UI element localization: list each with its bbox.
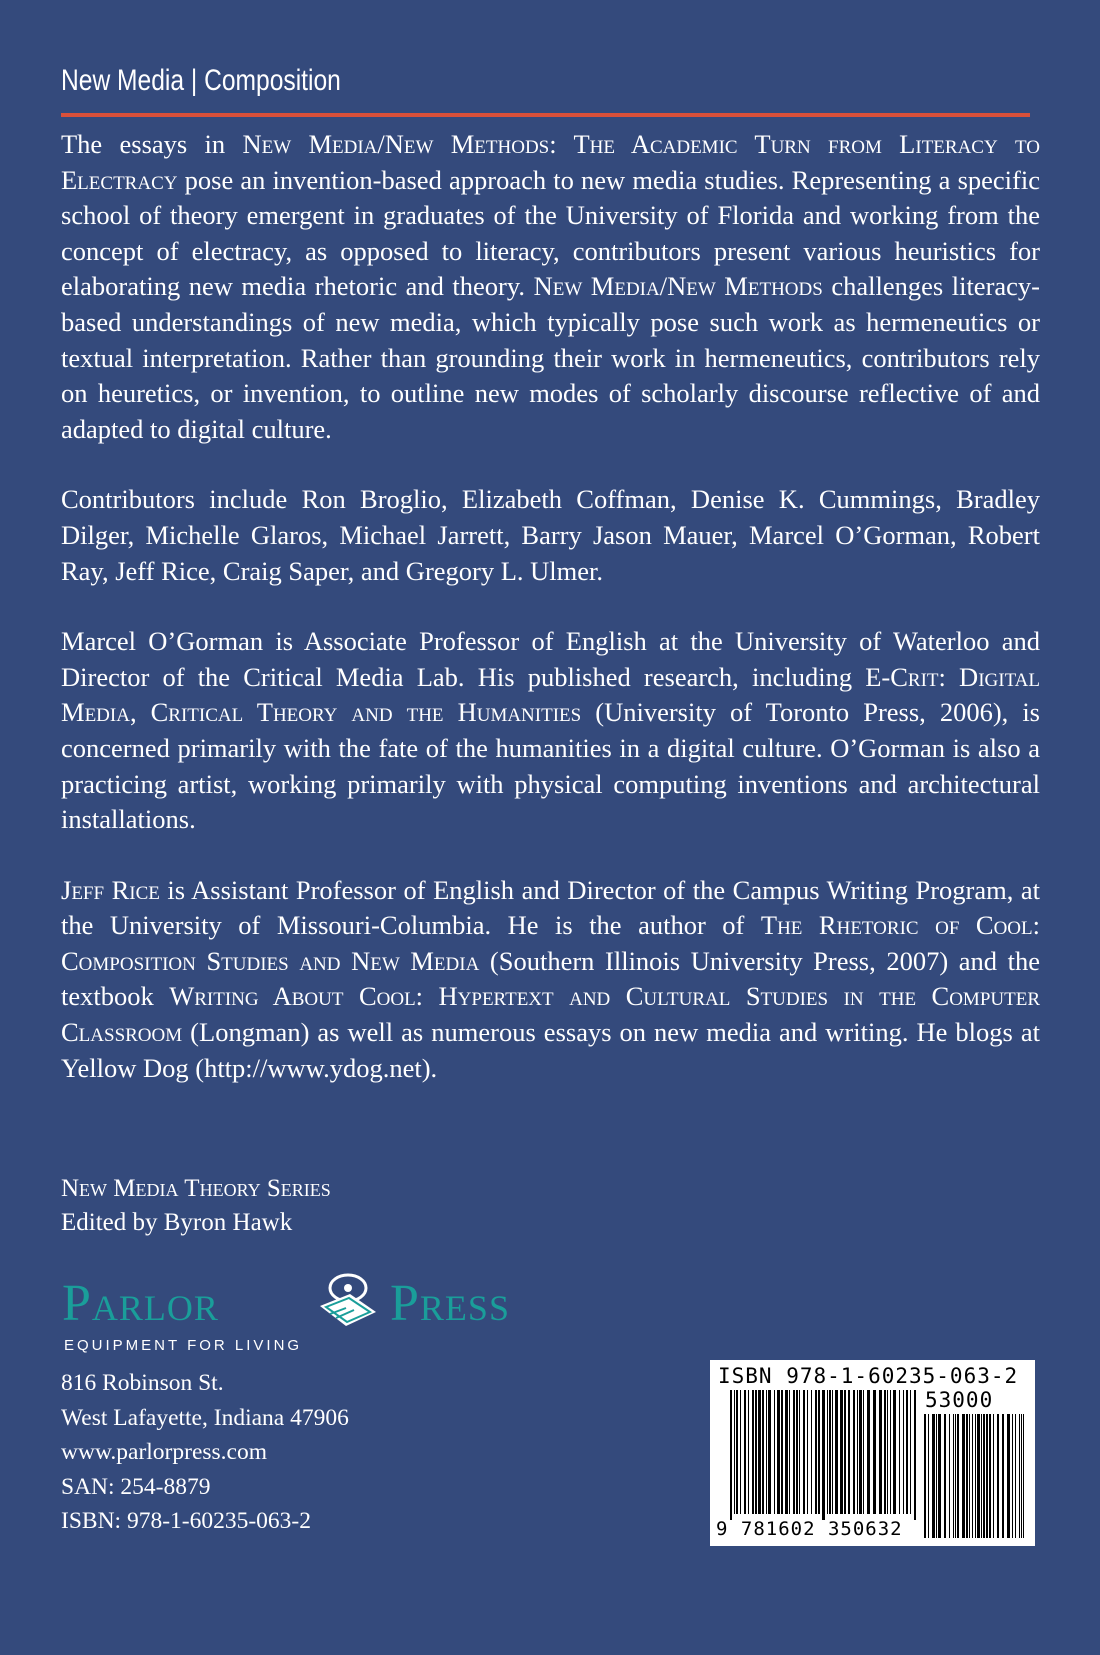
address-street: 816 Robinson St.	[61, 1370, 224, 1396]
text-run: (University of Toronto Press, 2006), is concerned primarily with the fate of the humanities in a digital culture. O’Gorman is also a practicing artist, working primarily with physical computing inventions and architectural installations.	[61, 697, 1040, 835]
book-title-rhetoric-of-cool: The Rhetoric of Cool: Composition Studies and New Media	[61, 910, 1040, 976]
series-name: New Media Theory Series	[61, 1175, 331, 1202]
barcode	[710, 1360, 1035, 1546]
logo-word-parlor: Parlor	[62, 1275, 219, 1332]
book-title-writing-about-cool: Writing About Cool: Hypertext and Cultural Studies in the Computer Classroom	[61, 981, 1040, 1048]
text-run: pose an invention-based approach to new media studies. Representing a specific school of theory emergent in graduates of the University of Florida and working from the concept of electracy, as opposed to literacy, contributors present various heuristics for elaborating new media rhetoric and theory.	[61, 164, 1040, 302]
text-run: (Southern Illinois University Press, 2007) and the textbook	[61, 945, 1040, 1012]
category-header: New Media | Composition	[61, 64, 341, 97]
paragraph-rice-bio	[61, 873, 1040, 1087]
paragraph-contributors: Contributors include Ron Broglio, Elizabeth Coffman, Denise K. Cummings, Bradley Dilger, Michelle Glaros, Michael Jarrett, Barry Jason Mauer, Marcel O’Gorman, Robert Ray, Jeff Rice, Craig Saper, and Gregory L. Ulmer.	[61, 484, 1040, 586]
text-run: challenges literacy-based understandings of new media, which typically pose such work as hermeneutics or textual interpretation. Rather than grounding their work in hermeneutics, contributors rely on heuretics, or invention, to outline new modes of scholarly discourse reflective of and adapted to digital culture.	[61, 271, 1040, 444]
address-san: SAN: 254-8879	[61, 1473, 211, 1500]
publisher-logo	[58, 1262, 528, 1362]
logo-tagline: EQUIPMENT FOR LIVING	[64, 1337, 303, 1354]
text-run: Marcel O’Gorman is Associate Professor of English at the University of Waterloo and Director of the Critical Media Lab. His published research, including	[61, 626, 1040, 692]
description-text	[61, 127, 1040, 1121]
text-run: (Longman) as well as numerous essays on new media and writing. He blogs at Yellow Dog (http://www.ydog.net).	[61, 1017, 1040, 1083]
book-title-ecrit: E-Crit: Digital Media, Critical Theory and the Humanities	[61, 661, 1040, 728]
series-editor: Edited by Byron Hawk	[61, 1209, 293, 1236]
publisher-logo-graphic	[58, 1262, 528, 1362]
text-run: is Assistant Professor of English and Director of the Campus Writing Program, at the University of Missouri-Columbia. He is the author of	[61, 874, 1041, 941]
series-info	[61, 1172, 331, 1240]
book-title-short: New Media/New Methods	[533, 271, 823, 302]
text-run: The essays in	[61, 129, 243, 159]
publisher-address	[61, 1366, 349, 1539]
paragraph-ogorman-bio	[61, 624, 1040, 838]
author-name: Jeff Rice	[61, 874, 160, 905]
barcode-digits: 9 781602 350632	[716, 1518, 903, 1540]
address-web: www.parlorpress.com	[61, 1439, 268, 1465]
address-city: West Lafayette, Indiana 47906	[61, 1404, 349, 1431]
logo-word-press: Press	[390, 1275, 510, 1332]
barcode-isbn-label: ISBN 978-1-60235-063-2	[718, 1364, 1019, 1388]
paragraph-intro	[61, 127, 1040, 447]
header-rule	[61, 113, 1030, 117]
book-disc-icon	[320, 1275, 376, 1326]
barcode-price-code: 53000	[925, 1388, 994, 1412]
book-title: New Media/New Methods: The Academic Turn from Literacy to Electracy	[61, 129, 1040, 195]
address-isbn: ISBN: 978-1-60235-063-2	[61, 1508, 311, 1534]
